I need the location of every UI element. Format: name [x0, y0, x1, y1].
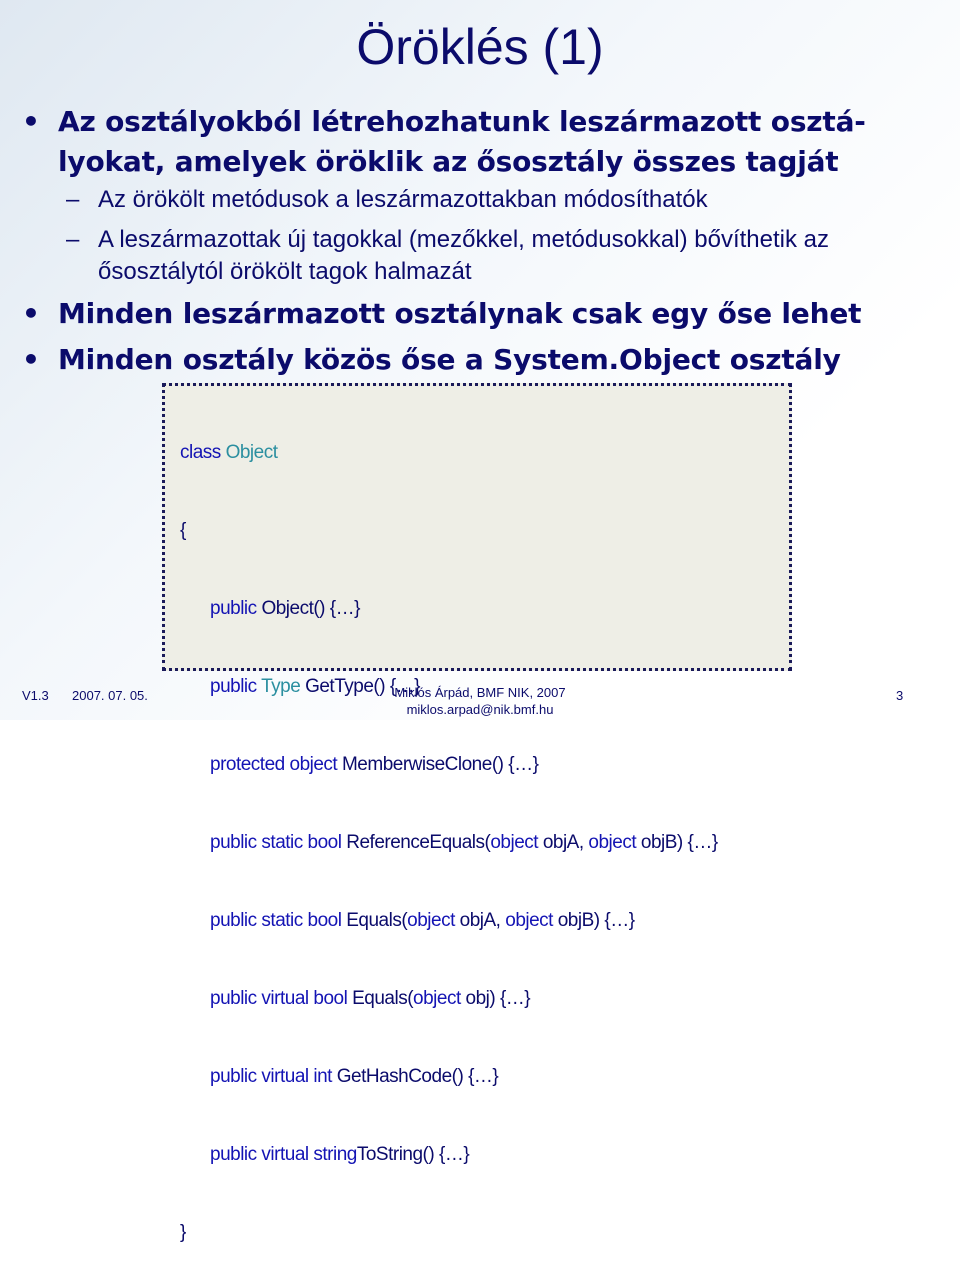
code-line: [180, 1142, 718, 1168]
code-line: [180, 908, 718, 934]
code-keyword: object: [413, 988, 461, 1009]
slide-title: Öröklés (1): [356, 19, 604, 75]
code-type: Object: [225, 442, 278, 463]
bullet-1: [22, 102, 942, 182]
subbullet-marker: –: [66, 186, 80, 213]
code-brace-close: }: [180, 1222, 186, 1243]
bullet-2-line-1: Minden leszármazott osztálynak csak egy őse lehet: [58, 297, 862, 330]
code-text: GetType() {…}: [305, 676, 421, 697]
code-type: Type: [261, 676, 301, 697]
code-keyword: public virtual bool: [210, 988, 348, 1009]
code-line: [180, 596, 718, 622]
subbullet-2: [66, 224, 926, 288]
code-text: GetHashCode() {…}: [336, 1066, 499, 1087]
code-listing: [180, 388, 718, 1272]
bullet-3: [22, 340, 942, 380]
code-keyword: object: [407, 910, 455, 931]
code-text: obj) {…}: [465, 988, 531, 1009]
bullet-marker: •: [22, 297, 40, 330]
code-text: objB) {…}: [557, 910, 635, 931]
code-keyword: public virtual string: [210, 1144, 357, 1165]
code-keyword: object: [505, 910, 553, 931]
code-keyword: object: [490, 832, 539, 853]
code-keyword: object: [588, 832, 637, 853]
code-line: [180, 986, 718, 1012]
subbullet-marker: –: [66, 226, 80, 253]
bullet-2: [22, 294, 942, 334]
code-keyword: public static bool: [210, 910, 342, 931]
code-line: [180, 830, 718, 856]
code-keyword: public: [210, 676, 257, 697]
subbullet-1: [66, 184, 926, 216]
code-text: Equals(: [352, 988, 414, 1009]
code-brace-open: {: [180, 520, 186, 541]
code-keyword: class: [180, 442, 221, 463]
bullet-1-line-1: Az osztályokból létrehozhatunk leszármazott osztá-: [58, 105, 866, 138]
code-text: objB) {…}: [640, 832, 718, 853]
code-text: ReferenceEquals(: [346, 832, 491, 853]
footer-email: miklos.arpad@nik.bmf.hu: [406, 702, 554, 717]
code-text: MemberwiseClone() {…}: [341, 754, 539, 775]
bullet-marker: •: [22, 105, 40, 138]
footer-date: 2007. 07. 05.: [72, 688, 148, 703]
code-line: [180, 752, 718, 778]
bullet-1-line-2: lyokat, amelyek öröklik az ősosztály összes tagját: [58, 145, 839, 178]
footer-author-block: [360, 684, 600, 718]
subbullet-2-line-2: ősosztálytól örökölt tagok halmazát: [98, 258, 472, 285]
footer-page-number: 3: [896, 688, 904, 703]
code-line: [180, 440, 718, 466]
code-line: [180, 1220, 718, 1246]
code-text: Object() {…}: [261, 598, 360, 619]
code-text: Equals(: [346, 910, 408, 931]
code-keyword: public virtual int: [210, 1066, 332, 1087]
code-text: ToString() {…}: [356, 1144, 470, 1165]
code-text: objA,: [459, 910, 501, 931]
subbullet-2-line-1: A leszármazottak új tagokkal (mezőkkel, metódusokkal) bővíthetik az: [98, 226, 829, 253]
code-keyword: public: [210, 598, 257, 619]
code-text: objA,: [542, 832, 584, 853]
footer-author: Miklós Árpád, BMF NIK, 2007: [394, 685, 566, 700]
footer-version: V1.3: [22, 688, 49, 703]
code-keyword: public static bool: [210, 832, 342, 853]
code-keyword: protected object: [210, 754, 338, 775]
bullet-3-line-1: Minden osztály közös őse a System.Object osztály: [58, 343, 841, 376]
subbullet-1-line-1: Az örökölt metódusok a leszármazottakban módosíthatók: [98, 186, 708, 213]
code-line: [180, 1064, 718, 1090]
bullet-marker: •: [22, 343, 40, 376]
code-line: [180, 518, 718, 544]
